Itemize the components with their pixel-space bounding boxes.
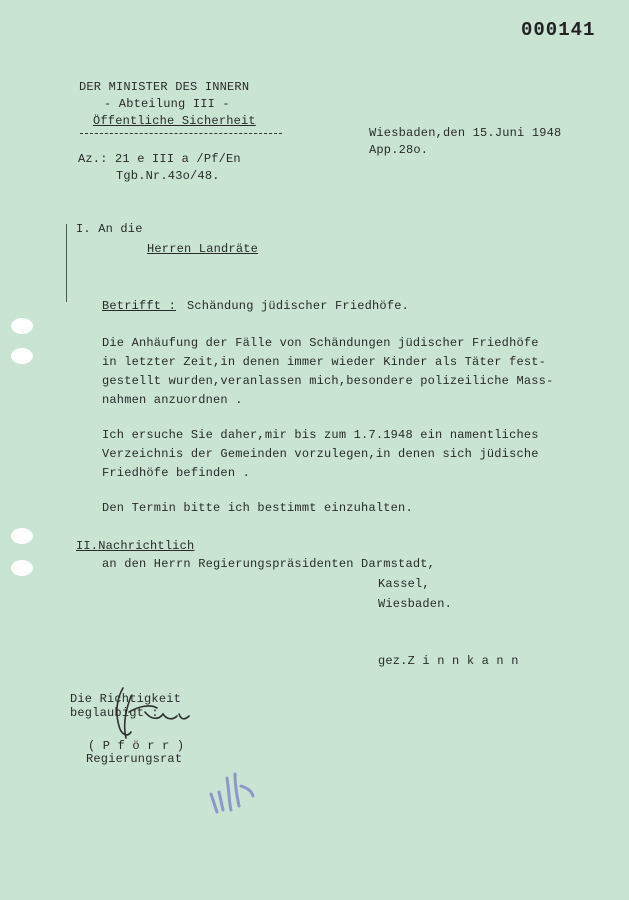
certifier-title: Regierungsrat bbox=[86, 752, 183, 766]
document-number: 000141 bbox=[521, 19, 596, 41]
copy-recipient: an den Herrn Regierungspräsidenten Darmstadt, bbox=[102, 557, 436, 571]
addressee-label: I. An die bbox=[76, 222, 143, 236]
signed-by: gez.Z i n n k a n n bbox=[378, 654, 519, 668]
subject-label: Betrifft : bbox=[102, 299, 177, 313]
division: Öffentliche Sicherheit bbox=[93, 114, 256, 128]
department: - Abteilung III - bbox=[104, 97, 230, 111]
punch-hole bbox=[11, 560, 33, 576]
body-line: nahmen anzuordnen . bbox=[102, 393, 243, 407]
punch-hole bbox=[11, 318, 33, 334]
copies-label: II.Nachrichtlich bbox=[76, 539, 195, 553]
margin-line bbox=[66, 224, 67, 302]
certification-line: Die Richtigkeit bbox=[70, 692, 182, 706]
letterhead-rule bbox=[80, 133, 282, 135]
body-line: gestellt wurden,veranlassen mich,besondere polizeiliche Mass- bbox=[102, 374, 554, 388]
body-line: Die Anhäufung der Fälle von Schändungen jüdischer Friedhöfe bbox=[102, 336, 539, 350]
punch-hole bbox=[11, 528, 33, 544]
certifier-name: ( P f ö r r ) bbox=[88, 739, 185, 753]
signature-mark bbox=[95, 682, 195, 746]
subject-text: Schändung jüdischer Friedhöfe. bbox=[187, 299, 410, 313]
body-line: Friedhöfe befinden . bbox=[102, 466, 251, 480]
body-line: Ich ersuche Sie daher,mir bis zum 1.7.1948 ein namentliches bbox=[102, 428, 539, 442]
copy-recipient: Kassel, bbox=[378, 577, 430, 591]
body-line: in letzter Zeit,in denen immer wieder Kinder als Täter fest- bbox=[102, 355, 547, 369]
pencil-mark bbox=[205, 766, 265, 818]
ministry-name: DER MINISTER DES INNERN bbox=[79, 80, 250, 94]
addressee: Herren Landräte bbox=[147, 242, 259, 256]
place-date: Wiesbaden,den 15.Juni 1948 bbox=[369, 126, 562, 140]
body-line: Verzeichnis der Gemeinden vorzulegen,in denen sich jüdische bbox=[102, 447, 539, 461]
copy-recipient: Wiesbaden. bbox=[378, 597, 453, 611]
punch-hole bbox=[11, 348, 33, 364]
journal-number: Tgb.Nr.43o/48. bbox=[116, 169, 220, 183]
body-line: Den Termin bitte ich bestimmt einzuhalten. bbox=[102, 501, 413, 515]
certification-line: beglaubigt : bbox=[70, 706, 159, 720]
phone-extension: App.28o. bbox=[369, 143, 429, 157]
file-reference: Az.: 21 e III a /Pf/En bbox=[78, 152, 241, 166]
